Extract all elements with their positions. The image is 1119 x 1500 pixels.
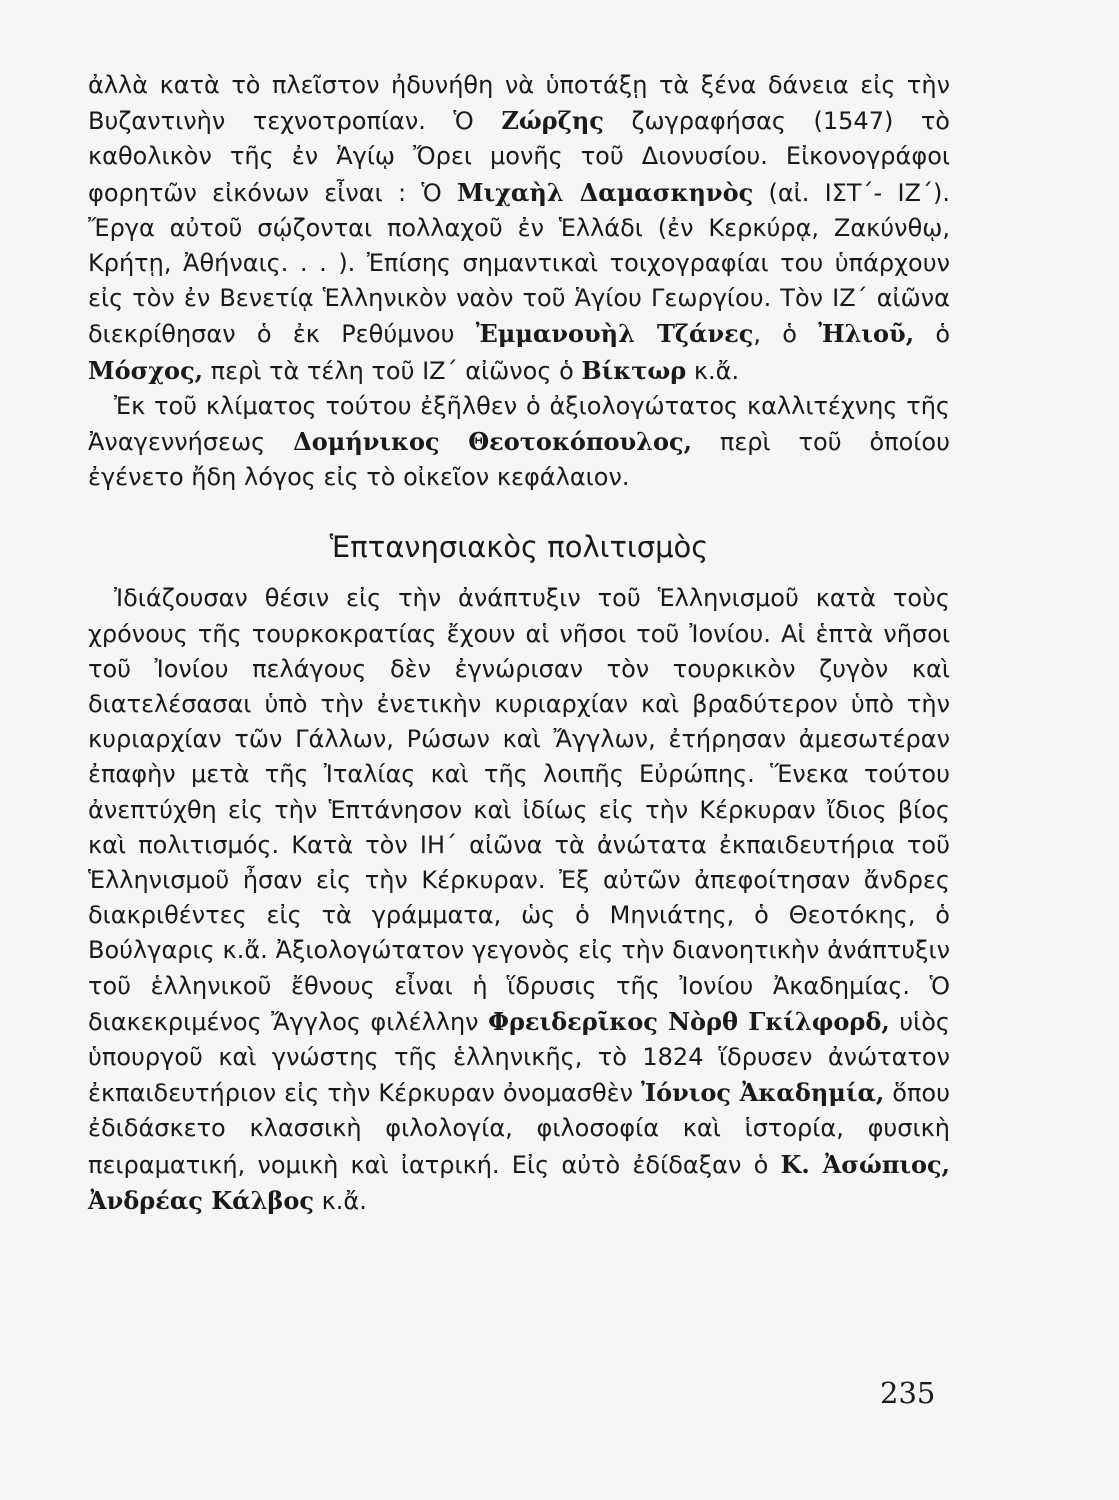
paragraph-ionian-culture [88, 581, 950, 1219]
bold-name-text: Δομήνικος Θεοτοκόπουλος, [293, 427, 692, 457]
body-text: περὶ τοῦ ὁποίου ἐγένετο ἤδη λόγος εἰς τὸ οἰκεῖον κεφάλαιον. [88, 428, 950, 492]
bold-name-text: Φρειδερῖκος Νὸρθ Γκίλφορδ, [488, 1006, 890, 1036]
body-text: ὁ [914, 320, 950, 349]
body-text: υἱὸς ὑπουργοῦ καὶ γνώστης τῆς ἑλληνικῆς, τὸ 1824 ἵδρυσεν ἀνώτατον ἐκπαιδευτήριον εἰς τὴν Κέρκυραν ὀνομασθὲν [88, 1007, 950, 1108]
page-number: 235 [880, 1376, 936, 1410]
bold-name-text: Μόσχος, [88, 355, 204, 385]
body-text: Ἐκ τοῦ κλίματος τούτου ἐξῆλθεν ὁ ἀξιολογώτατος καλλιτέχνης τῆς Ἀναγεννήσεως [88, 391, 950, 457]
body-text: , ὁ [753, 320, 819, 349]
body-text: κ.ἄ. [686, 356, 740, 385]
top-text-block [88, 68, 950, 495]
body-text: περὶ τὰ τέλη τοῦ ΙΖ΄ αἰῶνος ὁ [203, 356, 582, 385]
bold-name-text: Ἀνδρέας Κάλβος [88, 1185, 314, 1215]
body-text: κ.ἄ. [313, 1186, 367, 1215]
bold-name-text: Κ. Ἀσώπιος, [780, 1149, 950, 1179]
bottom-text-block [88, 581, 950, 1219]
body-text: ἀλλὰ κατὰ τὸ πλεῖστον ἠδυνήθη νὰ ὑποτάξῃ τὰ ξένα δάνεια εἰς τὴν Βυζαντινὴν τεχνοτροπίαν. Ὁ [88, 71, 950, 136]
bold-name-text: Βίκτωρ [581, 355, 687, 385]
body-text: ζωγραφήσας (1547) τὸ καθολικὸν τῆς ἐν Ἁγίῳ Ὄρει μονῆς τοῦ Διονυσίου. Εἰκονογράφοι φορητῶν εἰκόνων εἶναι : Ὁ [88, 107, 950, 207]
section-heading: Ἑπτανησιακὸς πολιτισμὸς [329, 530, 709, 565]
book-page [88, 68, 950, 1219]
bold-name-text: Ἐμμανουὴλ Τζάνες [475, 319, 754, 349]
bold-name-text: Ἠλιοῦ, [818, 319, 915, 349]
bold-name-text: Μιχαὴλ Δαμασκηνὸς [456, 177, 754, 207]
paragraph-theotokopoulos [88, 389, 950, 496]
body-text: Ἰδιάζουσαν θέσιν εἰς τὴν ἀνάπτυξιν τοῦ Ἑλληνισμοῦ κατὰ τοὺς χρόνους τῆς τουρκοκρατίας ἔχουν αἱ νῆσοι τοῦ Ἰονίου. Αἱ ἑπτὰ νῆσοι τοῦ Ἰονίου πελάγους δὲν ἐγνώρισαν τὸν τουρκικὸν ζυγὸν καὶ διατελέσασαι ὑπὸ τὴν ἐνετικὴν κυριαρχίαν καὶ βραδύτερον ὑπὸ τὴν κυριαρχίαν τῶν Γάλλων, Ρώσων καὶ Ἄγγλων, ἐτήρησαν ἀμεσωτέραν ἐπαφὴν μετὰ τῆς Ἰταλίας καὶ τῆς λοιπῆς Εὐρώπης. Ἕνεκα τούτου ἀνεπτύχθη εἰς τὴν Ἑπτάνησον καὶ ἰδίως εἰς τὴν Κέρκυραν ἴδιος βίος καὶ πολιτισμός. Κατὰ τὸν ΙΗ΄ αἰῶνα τὰ ἀνώτατα ἐκπαιδευτήρια τοῦ Ἑλληνισμοῦ ἦσαν εἰς τὴν Κέρκυραν. Ἐξ αὐτῶν ἀπεφοίτησαν ἄνδρες διακριθέντες εἰς τὰ γράμματα, ὡς ὁ Μηνιάτης, ὁ Θεοτόκης, ὁ Βούλγαρις κ.ἄ. Ἀξιολογώτατον γεγονὸς εἰς τὴν διανοητικὴν ἀνάπτυξιν τοῦ ἑλληνικοῦ ἔθνους εἶναι ἡ ἵδρυσις τῆς Ἰονίου Ἀκαδημίας. Ὁ διακεκριμένος Ἄγγλος φιλέλλην [88, 584, 950, 1036]
bold-name-text: Ἰόνιος Ἀκαδημία, [641, 1078, 885, 1108]
bold-name-text: Ζώρζης [501, 106, 604, 136]
paragraph-byzantine-painters [88, 68, 950, 389]
body-text: ὅπου ἐδιδάσκετο κλασσικὴ φιλολογία, φιλοσοφία καὶ ἱστορία, φυσικὴ πειραματική, νομικὴ καὶ ἰατρική. Εἰς αὐτὸ ἐδίδαξαν ὁ [88, 1079, 950, 1179]
body-text: (αἰ. ΙΣΤ΄- ΙΖ΄). Ἔργα αὐτοῦ σῴζονται πολλαχοῦ ἐν Ἑλλάδι (ἐν Κερκύρᾳ, Ζακύνθῳ, Κρήτῃ, Ἀθήναις. . . ). Ἐπίσης σημαντικαὶ τοιχογραφίαι του ὑπάρχουν εἰς τὸν ἐν Βενετίᾳ Ἑλληνικὸν ναὸν τοῦ Ἁγίου Γεωργίου. Τὸν ΙΖ΄ αἰῶνα διεκρίθησαν ὁ ἐκ Ρεθύμνου [88, 178, 950, 349]
